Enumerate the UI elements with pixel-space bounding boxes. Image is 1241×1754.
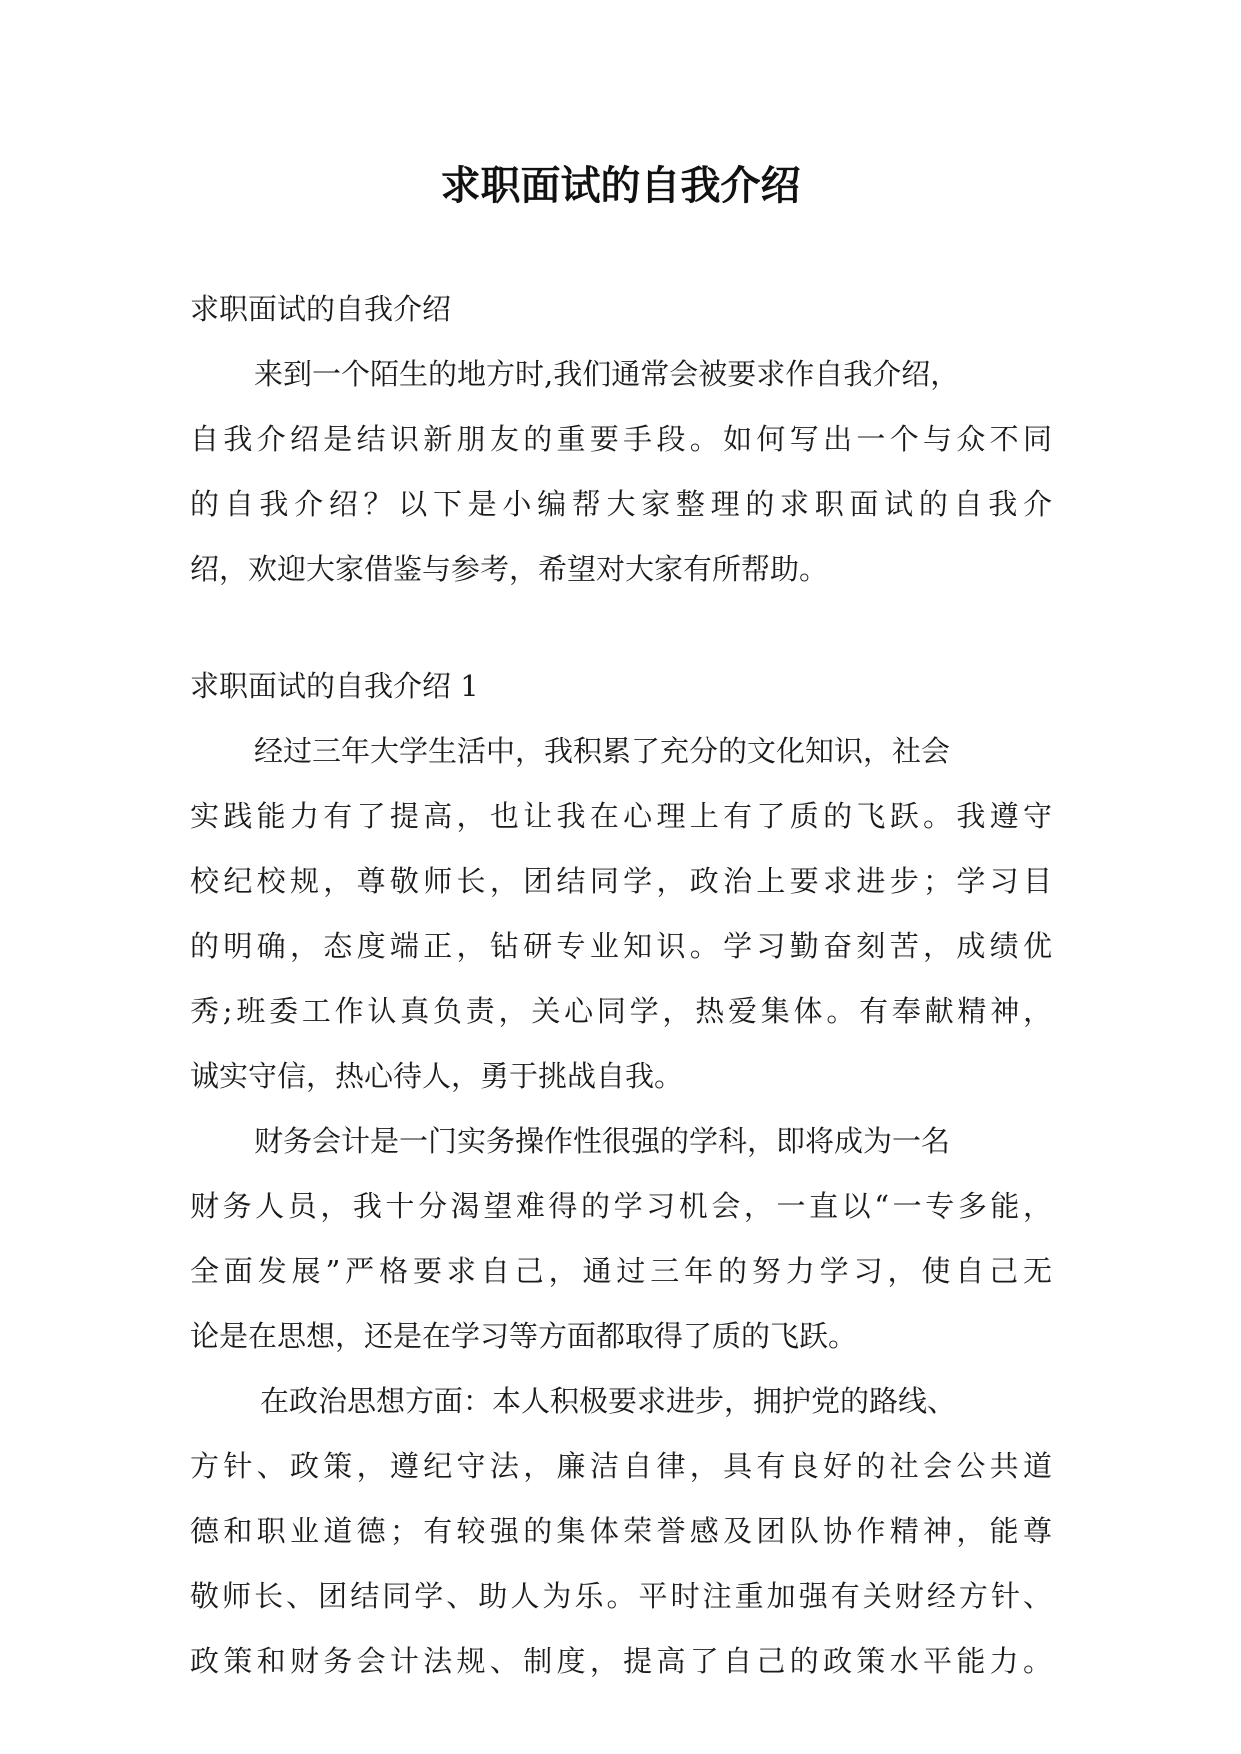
text-line: 经过三年大学生活中，我积累了充分的文化知识，社会 [254,734,951,768]
text-line: 论是在思想，还是在学习等方面都取得了质的飞跃。 [190,1319,858,1353]
text-line: 来到一个陌生的地方时,我们通常会被要求作自我介绍， [254,357,960,391]
section-heading: 求职面试的自我介绍 1 [190,669,479,703]
paragraph-gap [190,615,1052,667]
text-line: 敬师长、团结同学、助人为乐。平时注重加强有关财经方针、 [190,1579,1052,1613]
text-line: 诚实守信，热心待人，勇于挑战自我。 [190,1059,684,1093]
text-line: 政策和财务会计法规、制度，提高了自己的政策水平能力。 [190,1644,1052,1678]
document-title: 求职面试的自我介绍 [440,163,801,209]
text-line: 的自我介绍？以下是小编帮大家整理的求职面试的自我介 [190,487,1052,521]
text-line: 全面发展”严格要求自己，通过三年的努力学习，使自己无 [190,1254,1052,1288]
text-line: 秀;班委工作认真负责，关心同学，热爱集体。有奉献精神， [190,994,1052,1028]
text-line: 绍，欢迎大家借鉴与参考，希望对大家有所帮助。 [190,552,829,586]
intro-heading: 求职面试的自我介绍 [190,292,452,326]
intro-paragraph [190,355,1052,588]
text-line: 财务会计是一门实务操作性很强的学科，即将成为一名 [254,1124,951,1158]
text-line: 实践能力有了提高，也让我在心理上有了质的飞跃。我遵守 [190,799,1052,833]
text-line: 德和职业道德；有较强的集体荣誉感及团队协作精神，能尊 [190,1514,1052,1548]
section1-paragraph-3 [190,1382,1052,1680]
text-line: 方针、政策，遵纪守法，廉洁自律，具有良好的社会公共道 [190,1449,1052,1483]
text-line: 财务人员，我十分渴望难得的学习机会，一直以“一专多能， [190,1189,1052,1223]
text-line: 自我介绍是结识新朋友的重要手段。如何写出一个与众不同 [190,422,1052,456]
text-line: 的明确，态度端正，钻研专业知识。学习勤奋刻苦，成绩优 [190,929,1052,963]
text-line: 在政治思想方面：本人积极要求进步，拥护党的路线、 [260,1384,957,1418]
document-body [190,290,1052,1707]
section1-paragraph-2 [190,1122,1052,1355]
section1-paragraph-1 [190,732,1052,1095]
text-line: 校纪校规，尊敬师长，团结同学，政治上要求进步；学习目 [190,864,1052,898]
